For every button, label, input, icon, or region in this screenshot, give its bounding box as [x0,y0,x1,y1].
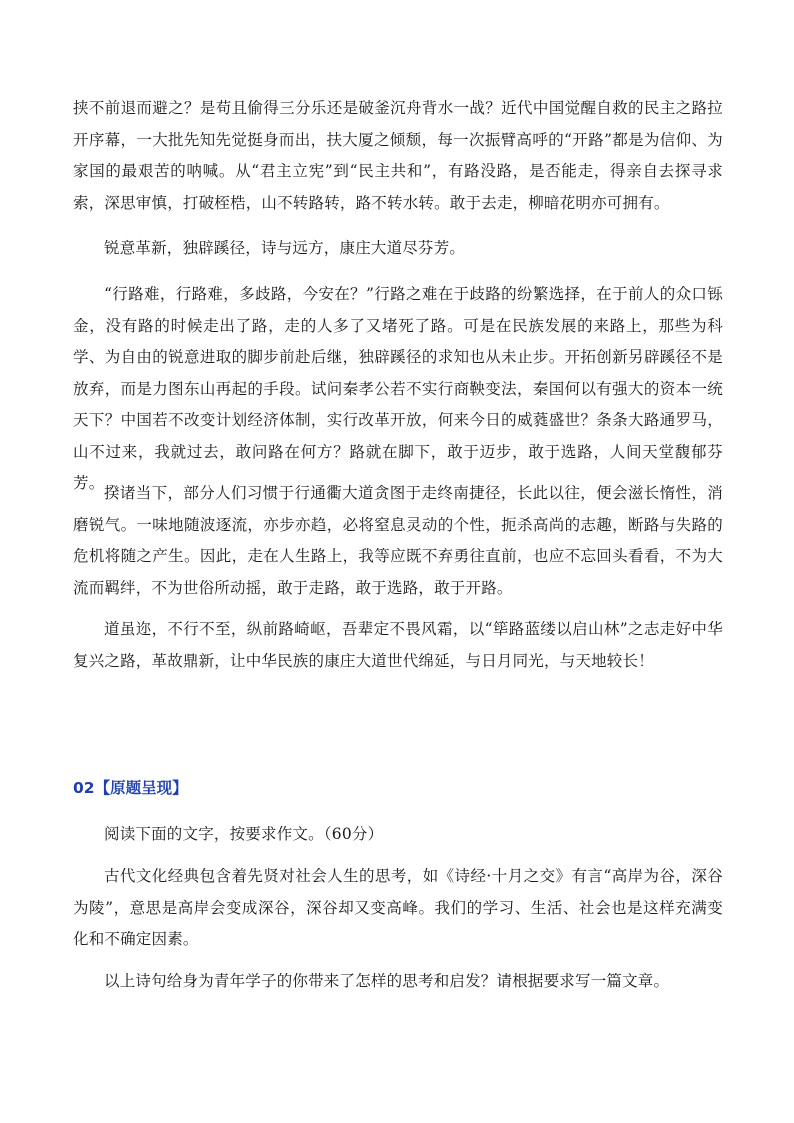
prompt-question: 以上诗句给身为青年学子的你带来了怎样的思考和启发？请根据要求写一篇文章。 [104,972,670,990]
section-heading: 02【原题呈现】 [73,779,188,797]
essay-paragraph-3-block [73,279,723,500]
prompt-question-block [73,966,723,998]
essay-paragraph-4-block [73,478,723,604]
prompt-instruction: 阅读下面的文字，按要求作文。（60分） [104,825,384,843]
prompt-material-block [73,861,723,956]
essay-paragraph-5-block [73,614,723,677]
essay-paragraph-1: 挟不前退而避之？是苟且偷得三分乐还是破釜沉舟背水一战？近代中国觉醒自救的民主之路拉开序幕，一大批先知先觉挺身而出，扶大厦之倾颓，每一次振臂高呼的“开路”都是为信仰、为家国的最艰苦的呐喊。从“君主立宪”到“民主共和”，有路没路，是否能走，得亲自去探寻求索，深思审慎，打破桎梏，山不转路转，路不转水转。敢于去走，柳暗花明亦可拥有。 [73,99,723,212]
essay-paragraph-4: 揆诸当下，部分人们习惯于行通衢大道贪图于走终南捷径，长此以往，便会滋长惰性，消磨锐气。一味地随波逐流，亦步亦趋，必将窒息灵动的个性，扼杀高尚的志趣，断路与失路的危机将随之产生。因此，走在人生路上，我等应既不弃勇往直前，也应不忘回头看看，不为大流而羁绊，不为世俗所动摇，敢于走路，敢于选路，敢于开路。 [73,484,723,597]
essay-paragraph-1-block [73,93,723,219]
essay-paragraph-3: “行路难，行路难，多歧路，今安在？”行路之难在于歧路的纷繁选择，在于前人的众口铄金，没有路的时候走出了路，走的人多了又堵死了路。可是在民族发展的来路上，那些为科学、为自由的锐意进取的脚步前赴后继，独辟蹊径的求知也从未止步。开拓创新另辟蹊径不是放弃，而是力图东山再起的手段。试问秦孝公若不实行商鞅变法，秦国何以有强大的资本一统天下？中国若不改变计划经济体制，实行改革开放，何来今日的威蕤盛世？条条大路通罗马，山不过来，我就过去，敢问路在何方？路就在脚下，敢于迈步，敢于选路，人间天堂馥郁芬芳。 [73,285,723,492]
essay-paragraph-5: 道虽迩，不行不至，纵前路崎岖，吾辈定不畏风霜，以“筚路蓝缕以启山林”之志走好中华复兴之路，革故鼎新，让中华民族的康庄大道世代绵延，与日月同光，与天地较长！ [73,620,723,670]
essay-paragraph-2-block [73,233,723,265]
prompt-instruction-block [73,819,723,851]
prompt-material: 古代文化经典包含着先贤对社会人生的思考，如《诗经·十月之交》有言“高岸为谷，深谷为陵”，意思是高岸会变成深谷，深谷却又变高峰。我们的学习、生活、社会也是这样充满变化和不确定因素。 [73,867,723,948]
essay-paragraph-2: 锐意革新，独辟蹊径，诗与远方，康庄大道尽芬芳。 [104,239,466,257]
